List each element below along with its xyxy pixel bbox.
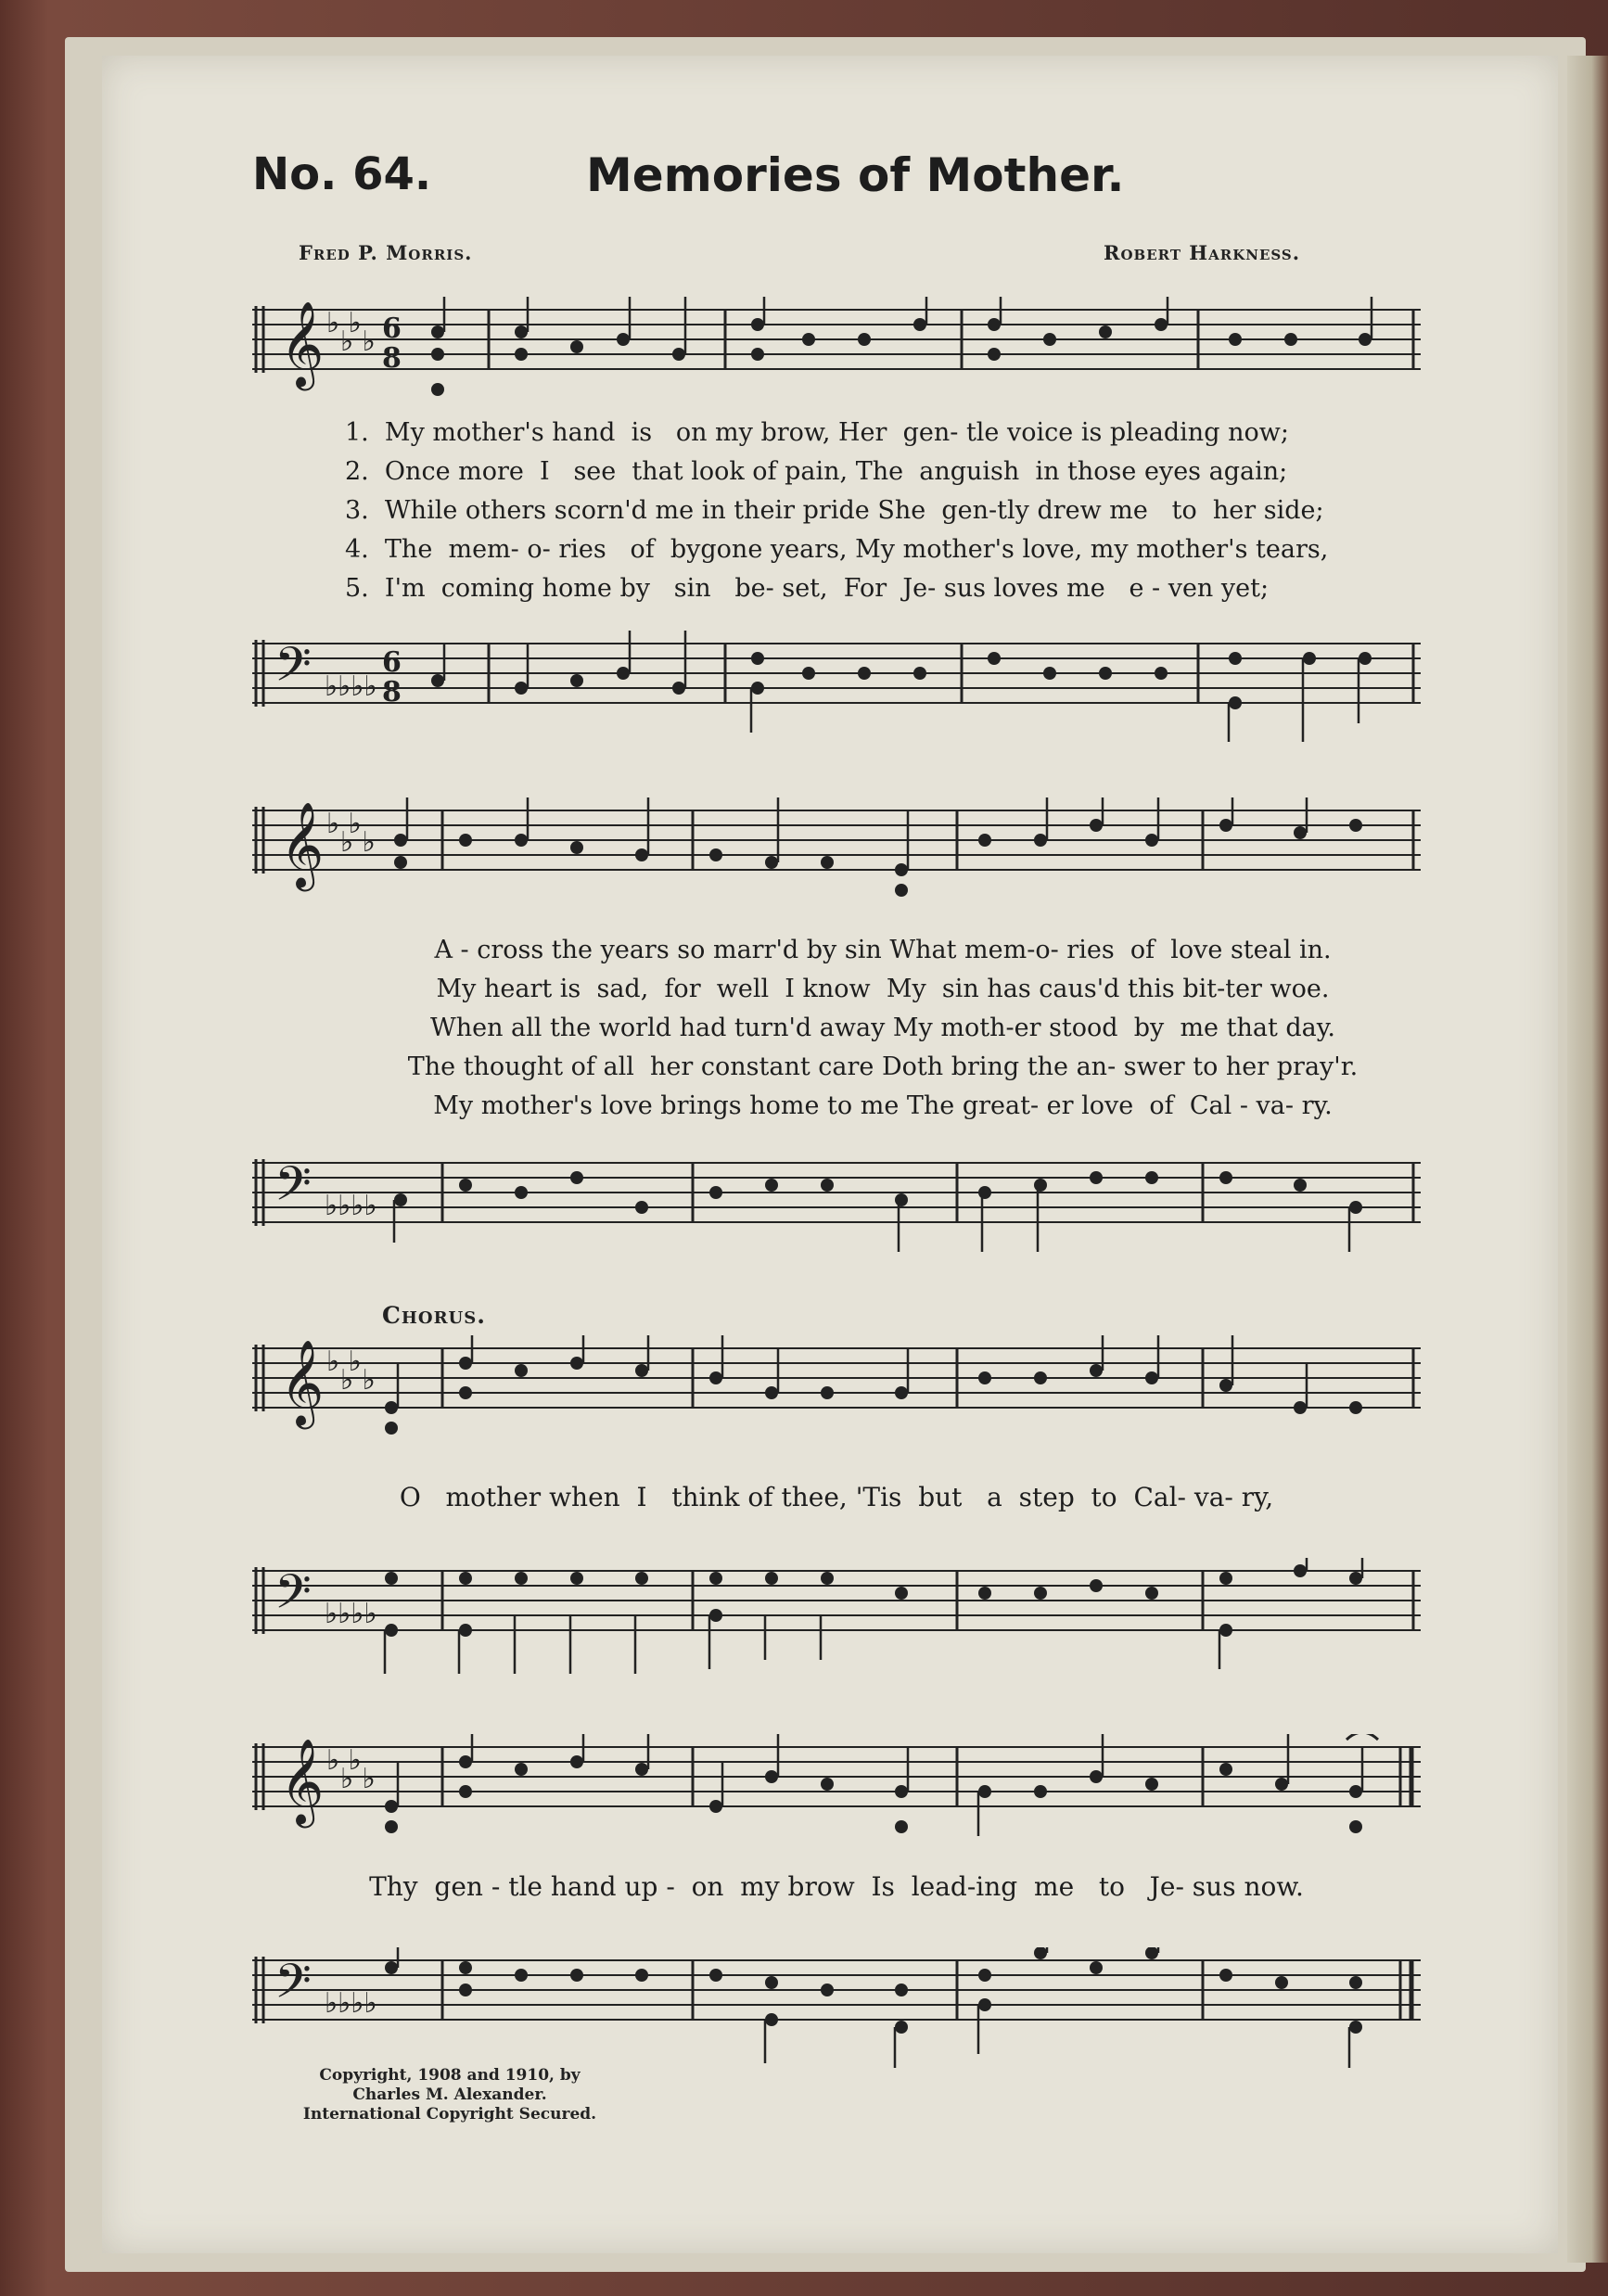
svg-text:♭ ♭: ♭ ♭ <box>340 826 376 859</box>
svg-text:♭ ♭: ♭ ♭ <box>326 1744 362 1777</box>
copyright-notice <box>264 2066 635 2124</box>
svg-text:6: 6 <box>382 646 402 679</box>
verse-1-line2: A - cross the years so marr'd by sin What mem-o- ries of love steal in. <box>434 936 1332 964</box>
bass-staff-system-1 <box>252 631 1421 760</box>
svg-text:8: 8 <box>382 342 402 375</box>
svg-text:𝄢: 𝄢 <box>274 1953 312 2021</box>
svg-text:𝄢: 𝄢 <box>274 1563 312 1631</box>
verse-3-line2: When all the world had turn'd away My moth-er stood by me that day. <box>429 1014 1336 1042</box>
hymn-title: Memories of Mother. <box>586 148 1125 202</box>
svg-text:𝄞: 𝄞 <box>280 1738 325 1824</box>
svg-text:♭ ♭: ♭ ♭ <box>326 808 362 840</box>
bass-staff-chorus-1 <box>252 1558 1421 1688</box>
hymn-number: No. 64. <box>252 148 432 200</box>
bass-staff-chorus-2 <box>252 1947 1421 2077</box>
bass-staff-system-2 <box>252 1150 1421 1270</box>
svg-text:♭ ♭: ♭ ♭ <box>340 325 376 358</box>
svg-text:♭♭♭♭: ♭♭♭♭ <box>325 1987 377 2020</box>
chorus-lyrics-line1: O mother when I think of thee, 'Tis but a step to Cal- va- ry, <box>399 1482 1274 1512</box>
verse-4-line1: 4. The mem- o- ries of bygone years, My mother's love, my mother's tears, <box>345 535 1329 564</box>
copyright-line2: Charles M. Alexander. <box>352 2086 547 2104</box>
verse-4-line2: The thought of all her constant care Doth bring the an- swer to her pray'r. <box>407 1052 1359 1081</box>
chorus-label: Chorus. <box>382 1302 486 1329</box>
svg-text:♭♭♭♭: ♭♭♭♭ <box>325 1598 377 1630</box>
verse-5-line2: My mother's love brings home to me The great- er love of Cal - va- ry. <box>433 1091 1333 1120</box>
facing-page-edge <box>1567 56 1608 2263</box>
svg-text:𝄞: 𝄞 <box>280 300 325 387</box>
verse-5-line1: 5. I'm coming home by sin be- set, For Je- sus loves me e - ven yet; <box>345 574 1270 603</box>
verse-1-line1: 1. My mother's hand is on my brow, Her gen- tle voice is pleading now; <box>345 418 1289 447</box>
svg-text:8: 8 <box>382 676 402 708</box>
svg-text:♭♭♭♭: ♭♭♭♭ <box>325 1190 377 1222</box>
svg-text:♭ ♭: ♭ ♭ <box>340 1364 376 1397</box>
treble-staff-chorus-1 <box>252 1335 1421 1456</box>
verse-2-line2: My heart is sad, for well I know My sin has caus'd this bit-ter woe. <box>436 975 1330 1003</box>
lyricist-credit: Fred P. Morris. <box>299 241 473 264</box>
svg-text:𝄞: 𝄞 <box>280 1339 325 1425</box>
verse-3-line1: 3. While others scorn'd me in their pride She gen-tly drew me to her side; <box>345 496 1324 525</box>
svg-text:♭♭♭♭: ♭♭♭♭ <box>325 670 377 703</box>
treble-staff-system-2 <box>252 797 1421 937</box>
treble-staff-chorus-2 <box>252 1734 1421 1855</box>
svg-text:𝄢: 𝄢 <box>274 636 312 704</box>
svg-text:𝄢: 𝄢 <box>274 1155 312 1223</box>
chorus-lyrics-line2: Thy gen - tle hand up - on my brow Is lead-ing me to Je- sus now. <box>369 1871 1304 1902</box>
verse-lyrics-part1 <box>345 414 1421 608</box>
svg-text:♭ ♭: ♭ ♭ <box>340 1763 376 1795</box>
verse-2-line1: 2. Once more I see that look of pain, The anguish in those eyes again; <box>345 457 1288 486</box>
svg-text:♭ ♭: ♭ ♭ <box>326 1346 362 1378</box>
svg-text:♭ ♭: ♭ ♭ <box>326 307 362 339</box>
svg-text:6: 6 <box>382 313 402 345</box>
copyright-line1: Copyright, 1908 and 1910, by <box>319 2066 581 2085</box>
copyright-line3: International Copyright Secured. <box>302 2105 597 2124</box>
svg-text:𝄞: 𝄞 <box>280 801 325 887</box>
verse-lyrics-part2 <box>364 931 1402 1126</box>
composer-credit: Robert Harkness. <box>1104 241 1301 264</box>
